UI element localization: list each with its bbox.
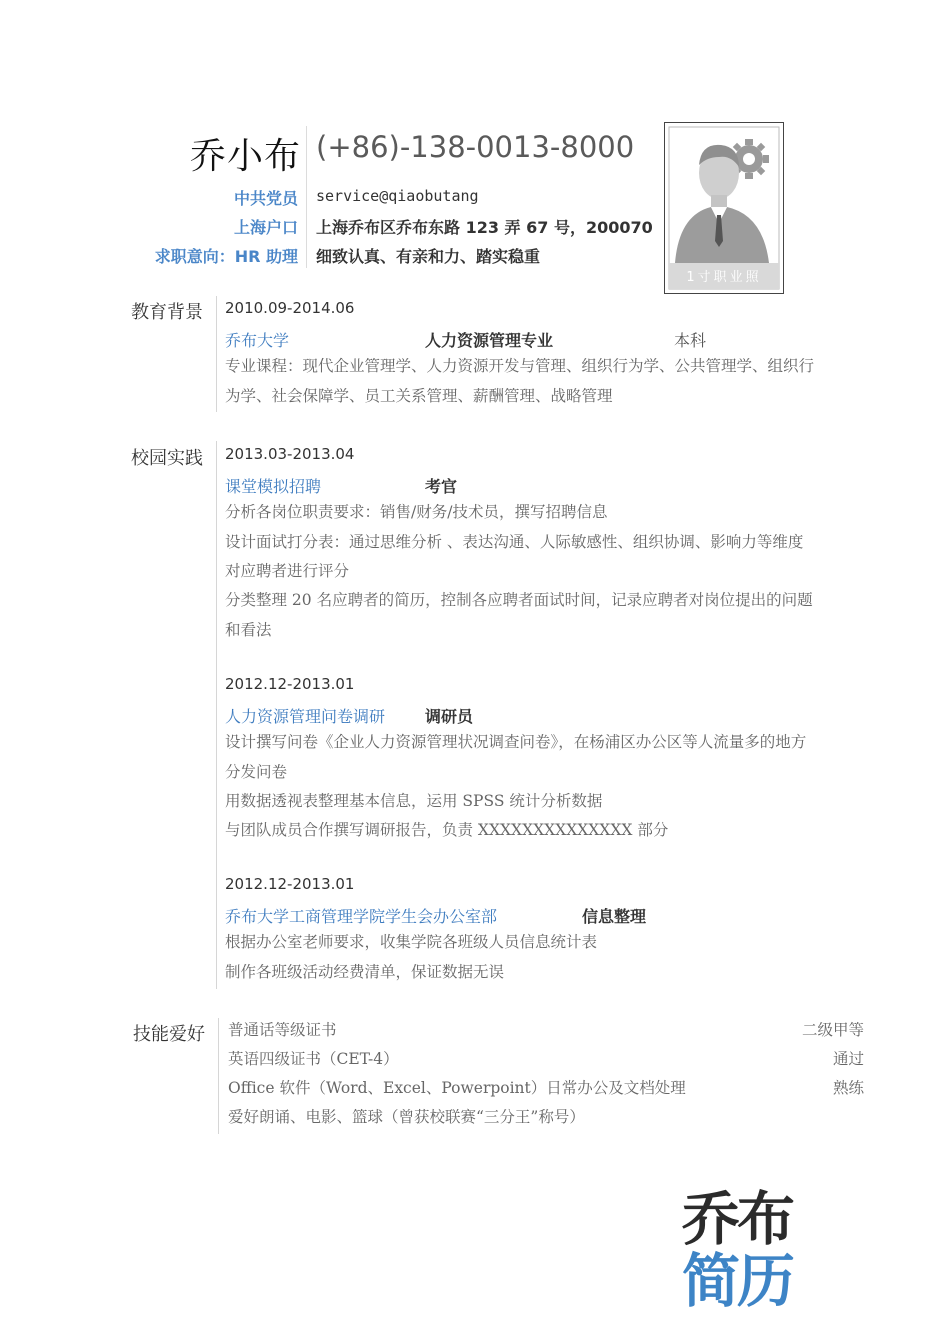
party-membership: 中共党员 — [233, 189, 298, 208]
education-date: 2010.09-2014.06 — [225, 299, 355, 317]
practice-line: 用数据透视表整理基本信息，运用 SPSS 统计分析数据 — [225, 792, 603, 810]
section-title-skills: 技能爱好 — [133, 1024, 205, 1045]
hukou: 上海户口 — [233, 218, 298, 237]
practice-date: 2012.12-2013.01 — [225, 875, 355, 893]
courses-line-2: 为学、社会保障学、员工关系管理、薪酬管理、战略管理 — [225, 387, 613, 405]
practice-org: 人力资源管理问卷调研 — [225, 707, 386, 726]
address: 上海乔布区乔布东路 123 弄 67 号，200070 — [316, 218, 653, 237]
skill-level: 二级甲等 — [801, 1021, 864, 1039]
degree: 本科 — [674, 331, 707, 350]
practice-org: 课堂模拟招聘 — [225, 477, 322, 496]
practice-line: 分析各岗位职责要求：销售/财务/技术员，撰写招聘信息 — [225, 503, 608, 521]
practice-date: 2013.03-2013.04 — [225, 445, 355, 463]
skill-name: 普通话等级证书 — [228, 1021, 337, 1039]
school-name: 乔布大学 — [225, 331, 290, 350]
email: service@qiaobutang — [316, 187, 479, 205]
practice-line: 对应聘者进行评分 — [225, 562, 350, 580]
skills-divider — [218, 1018, 219, 1134]
photo-caption: 1寸职业照 — [686, 270, 762, 285]
logo-text-top: 乔布 — [682, 1185, 793, 1253]
education-divider — [216, 296, 217, 412]
candidate-name: 乔小布 — [190, 136, 302, 177]
skill-name: Office 软件（Word、Excel、Powerpoint）日常办公及文档处理 — [228, 1079, 686, 1097]
job-intention: 求职意向：HR 助理 — [154, 247, 298, 266]
logo-text-bottom: 简历 — [682, 1247, 793, 1315]
brand-logo — [682, 1185, 802, 1315]
practice-role: 调研员 — [425, 707, 474, 726]
practice-line: 与团队成员合作撰写调研报告，负责 XXXXXXXXXXXXXX 部分 — [225, 821, 669, 839]
person-silhouette-icon — [665, 123, 783, 293]
major: 人力资源管理专业 — [425, 331, 554, 350]
practice-line: 制作各班级活动经费清单，保证数据无误 — [225, 963, 505, 981]
campus-divider — [216, 441, 217, 989]
practice-role: 考官 — [425, 477, 458, 496]
practice-line: 分类整理 20 名应聘者的简历，控制各应聘者面试时间，记录应聘者对岗位提出的问题 — [225, 591, 813, 609]
skill-level: 熟练 — [832, 1079, 864, 1097]
courses-line-1: 专业课程：现代企业管理学、人力资源开发与管理、组织行为学、公共管理学、组织行 — [225, 357, 815, 375]
practice-line: 和看法 — [225, 621, 272, 639]
header-divider — [306, 126, 307, 268]
practice-line: 分发问卷 — [225, 763, 288, 781]
practice-date: 2012.12-2013.01 — [225, 675, 355, 693]
practice-line: 根据办公室老师要求，收集学院各班级人员信息统计表 — [225, 933, 598, 951]
practice-line: 设计面试打分表：通过思维分析 、表达沟通、人际敏感性、组织协调、影响力等维度 — [225, 533, 804, 551]
skill-level: 通过 — [832, 1050, 864, 1068]
photo-placeholder — [664, 122, 784, 294]
practice-role: 信息整理 — [582, 907, 647, 926]
section-title-education: 教育背景 — [131, 302, 203, 323]
practice-org: 乔布大学工商管理学院学生会办公室部 — [225, 907, 498, 926]
personal-traits: 细致认真、有亲和力、踏实稳重 — [316, 247, 541, 266]
practice-line: 设计撰写问卷《企业人力资源管理状况调查问卷》，在杨浦区办公区等人流量多的地方 — [225, 733, 807, 751]
hobbies: 爱好朗诵、电影、篮球（曾获校联赛“三分王”称号） — [228, 1108, 585, 1126]
skill-name: 英语四级证书（CET-4） — [228, 1050, 399, 1068]
phone-number: (+86)-138-0013-8000 — [316, 130, 635, 164]
section-title-campus: 校园实践 — [131, 448, 203, 469]
